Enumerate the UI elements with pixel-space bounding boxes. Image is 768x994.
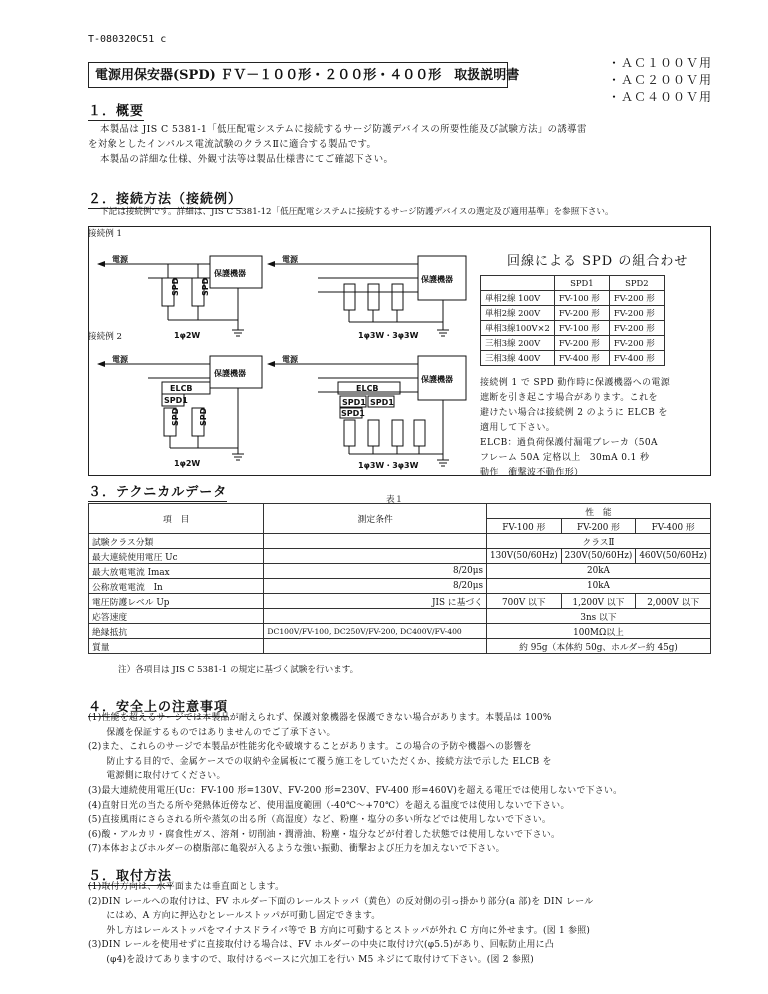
technical-data-table <box>88 503 711 654</box>
table-cell: 700V 以下 <box>486 594 561 609</box>
table-cell <box>264 534 487 549</box>
table-header-cell: FV-100 形 <box>486 519 561 534</box>
table-cell <box>264 549 487 564</box>
table-row <box>89 564 711 579</box>
circuit-1p3w-label: 1φ3W・3φ3W <box>358 331 419 340</box>
table-cell: 460V(50/60Hz) <box>636 549 711 564</box>
table-row <box>89 534 711 549</box>
paragraph-line: にはめ、A 方向に押込むとレールストッパが可動し固定できます。 <box>88 911 381 922</box>
table-note: 注）各項目は JIS C 5381-1 の規定に基づく試験を行います。 <box>118 665 359 675</box>
section-4-heading: ４．安全上の注意事項 <box>88 700 229 715</box>
table-cell: 230V(50/60Hz) <box>561 549 636 564</box>
table-cell: 応答速度 <box>89 609 264 624</box>
combo-table-title: 回線による SPD の組合わせ <box>507 254 689 269</box>
paragraph-line: 本製品の詳細な仕様、外観寸法等は製品仕様書にてご確認下さい。 <box>100 154 394 165</box>
paragraph-line: (2)また、これらのサージで本製品が性能劣化や破壊することがあります。この場合の予防や機器への影響を <box>88 742 532 753</box>
spd1-label: SPD1 <box>342 398 366 407</box>
table-cell: FV-100 形 <box>554 321 609 336</box>
section-1-heading: １．概要 <box>88 104 145 119</box>
table-cell: 最大連続使用電圧 Uc <box>89 549 264 564</box>
section-5-body <box>88 880 593 968</box>
table-cell: DC100V/FV-100, DC250V/FV-200, DC400V/FV-400 <box>264 624 487 639</box>
table-cell: 3ns 以下 <box>486 609 710 624</box>
paragraph-line: フレーム 50A 定格以上 30mA 0.1 秒 <box>480 453 650 463</box>
table-cell: 単相2線 200V <box>481 306 555 321</box>
table-cell: FV-200 形 <box>609 291 664 306</box>
power-label: 電源 <box>282 255 298 264</box>
table-cell <box>264 609 487 624</box>
table-cell: 公称放電電流 In <box>89 579 264 594</box>
table-cell: 約 95g（本体約 50g、ホルダー約 45g) <box>486 639 710 654</box>
paragraph-line: 動作 衝撃波不動作形） <box>480 468 584 478</box>
table-cell: 電圧防護レベル Up <box>89 594 264 609</box>
ac-voltage-item: ・ＡＣ４００Ｖ用 <box>608 90 713 104</box>
table-row <box>89 594 711 609</box>
spd-label: SPD <box>171 407 180 426</box>
elcb-label: ELCB <box>356 384 379 393</box>
table-header-cell: 測定条件 <box>264 504 487 534</box>
table-cell: 8/20μs <box>264 564 487 579</box>
paragraph-line: (φ4)を設けてありますので、取付けるベースに穴加工を行い M5 ネジにて取付けて下さい。(図 2 参照) <box>88 954 534 965</box>
paragraph-line: (2)DIN レールへの取付けは、FV ホルダー下面のレールストッパ（黄色）の反対側の引っ掛かり部分(a 部)を DIN レール <box>88 896 594 907</box>
table-cell: FV-200 形 <box>609 306 664 321</box>
table-row <box>89 549 711 564</box>
table-cell: FV-100 形 <box>554 291 609 306</box>
section-4-body <box>88 711 622 857</box>
table-cell: 2,000V 以下 <box>636 594 711 609</box>
paragraph-line: を対象としたインパルス電流試験のクラスⅡに適合する製品です。 <box>88 139 377 150</box>
table-cell: JIS に基づく <box>264 594 487 609</box>
paragraph-line: (6)酸・アルカリ・腐食性ガス、溶剤・切削油・潤滑油、粉塵・塩分などが付着した状態では使用しないで下さい。 <box>88 829 561 840</box>
table-row <box>89 609 711 624</box>
section-3-heading: ３．テクニカルデータ <box>88 485 228 500</box>
paragraph-line: 防止する目的で、金属ケースでの収納や金属板にて覆う施工をしていただくか、接続方法で示した ELCB を <box>88 756 552 767</box>
paragraph-line: 電源側に取付けてください。 <box>88 771 226 782</box>
paragraph-line: 接続例 1 で SPD 動作時に保護機器への電源 <box>480 378 671 388</box>
table-header-cell: FV-400 形 <box>636 519 711 534</box>
paragraph-line: 保護を保証するものではありませんのでご了承下さい。 <box>88 727 336 738</box>
circuit-1p3w-label: 1φ3W・3φ3W <box>358 461 419 470</box>
connection-example-2-label: 接続例 2 <box>88 332 122 342</box>
elcb-label: ELCB <box>170 384 193 393</box>
section-2-heading: ２．接続方法（接続例） <box>88 192 243 207</box>
paragraph-line: 外し方はレールストッパをマイナスドライバ等で B 方向に可動するとストッパが外れ C 方向に外せます。(図 1 参照) <box>88 925 591 936</box>
ac-voltage-item: ・ＡＣ２００Ｖ用 <box>608 73 713 87</box>
document-title: 電源用保安器(SPD) ＦＶ－１００形・２００形・４００形 取扱説明書 <box>88 62 508 88</box>
table-cell: 最大放電電流 Imax <box>89 564 264 579</box>
paragraph-line: (5)直接風雨にさらされる所や蒸気の出る所（高湿度）など、粉塵・塩分の多い所などでは使用しないで下さい。 <box>88 815 552 826</box>
section-2-note: 下記は接続例です。詳細は、JIS C 5381-12「低圧配電システムに接続するサージ防護デバイスの選定及び適用基準」を参照下さい。 <box>100 207 614 217</box>
table-header-cell: SPD2 <box>609 276 664 291</box>
spd1-label: SPD1 <box>164 396 188 405</box>
table-cell: FV-400 形 <box>554 351 609 366</box>
power-label: 電源 <box>282 355 298 364</box>
spd1-label: SPD1 <box>341 409 365 418</box>
table-header-cell: 性 能 <box>486 504 710 519</box>
table-cell: クラスⅡ <box>486 534 710 549</box>
table-cell <box>264 639 487 654</box>
equipment-label: 保護機器 <box>214 269 246 278</box>
paragraph-line: ELCB：過負荷保護付漏電ブレーカ（50A <box>480 438 658 448</box>
table-cell: FV-200 形 <box>554 336 609 351</box>
table-cell: FV-200 形 <box>609 336 664 351</box>
power-label: 電源 <box>112 355 128 364</box>
paragraph-line: 本製品は JIS C 5381-1「低圧配電システムに接続するサージ防護デバイスの所要性能及び試験方法」の誘導雷 <box>100 124 587 135</box>
section-2-frame <box>88 226 711 476</box>
circuit-1p2w-label: 1φ2W <box>174 459 201 468</box>
table-cell: FV-400 形 <box>609 351 664 366</box>
table-header-cell: 項 目 <box>89 504 264 534</box>
spd-label: SPD <box>171 277 180 296</box>
paragraph-line: (3)最大連続使用電圧(Uc：FV-100 形=130V、FV-200 形=230V、FV-400 形=460V)を超える電圧では使用しないで下さい。 <box>88 785 623 796</box>
table-header-row <box>89 504 711 519</box>
table-cell: 三相3線 400V <box>481 351 555 366</box>
table-cell: 8/20μs <box>264 579 487 594</box>
spd-label: SPD <box>199 407 208 426</box>
table-cell: 単相3線100V×2 <box>481 321 555 336</box>
paragraph-line: (4)直射日光の当たる所や発熱体近傍など、使用温度範囲（-40℃～+70℃）を超える温度では使用しないで下さい。 <box>88 800 570 811</box>
table-cell: 試験クラス分類 <box>89 534 264 549</box>
document-id: T-080320C51 c <box>88 34 167 45</box>
equipment-label: 保護機器 <box>421 375 453 384</box>
table-cell: 単相2線 100V <box>481 291 555 306</box>
paragraph-line: (1)取付方向は、水平面または垂直面とします。 <box>88 882 285 892</box>
table-cell: FV-200 形 <box>609 321 664 336</box>
table-row <box>89 579 711 594</box>
table-row <box>89 624 711 639</box>
connection-example-1-label: 接続例 1 <box>88 229 122 239</box>
spd-label: SPD <box>201 277 210 296</box>
table-cell: 100MΩ以上 <box>486 624 710 639</box>
section-1-body <box>88 122 587 167</box>
spd1-label: SPD1 <box>370 398 394 407</box>
table-caption: 表１ <box>386 495 404 505</box>
table-cell: 20kA <box>486 564 710 579</box>
equipment-label: 保護機器 <box>214 369 246 378</box>
paragraph-line: 適用して下さい。 <box>480 423 556 433</box>
circuit-1p2w-label: 1φ2W <box>174 331 201 340</box>
paragraph-line: 遮断を引き起こす場合があります。これを <box>480 393 658 403</box>
paragraph-line: (1)性能を超えるサージでは本製品が耐えられず、保護対象機器を保護できない場合があります。本製品は 100% <box>88 713 552 723</box>
table-cell: 1,200V 以下 <box>561 594 636 609</box>
ac-voltage-item: ・ＡＣ１００Ｖ用 <box>608 56 713 70</box>
ac-voltage-list <box>608 55 712 106</box>
paragraph-line: (7)本体およびホルダーの樹脂部に亀裂が入るような強い振動、衝撃および圧力を加えないで下さい。 <box>88 844 505 855</box>
table-cell: 質量 <box>89 639 264 654</box>
table-header-cell: FV-200 形 <box>561 519 636 534</box>
equipment-label: 保護機器 <box>421 275 453 284</box>
table-row <box>89 639 711 654</box>
section-5-heading: ５．取付方法 <box>88 869 173 884</box>
table-cell: 三相3線 200V <box>481 336 555 351</box>
paragraph-line: 避けたい場合は接続例 2 のように ELCB を <box>480 408 668 418</box>
table-cell: 絶縁抵抗 <box>89 624 264 639</box>
table-cell: 130V(50/60Hz) <box>486 549 561 564</box>
table-cell: 10kA <box>486 579 710 594</box>
table-header-cell: SPD1 <box>554 276 609 291</box>
power-label: 電源 <box>112 255 128 264</box>
table-cell: FV-200 形 <box>554 306 609 321</box>
paragraph-line: (3)DIN レールを使用せずに直接取付ける場合は、FV ホルダーの中央に取付け穴(φ5.5)があり、回転防止用に凸 <box>88 940 555 951</box>
